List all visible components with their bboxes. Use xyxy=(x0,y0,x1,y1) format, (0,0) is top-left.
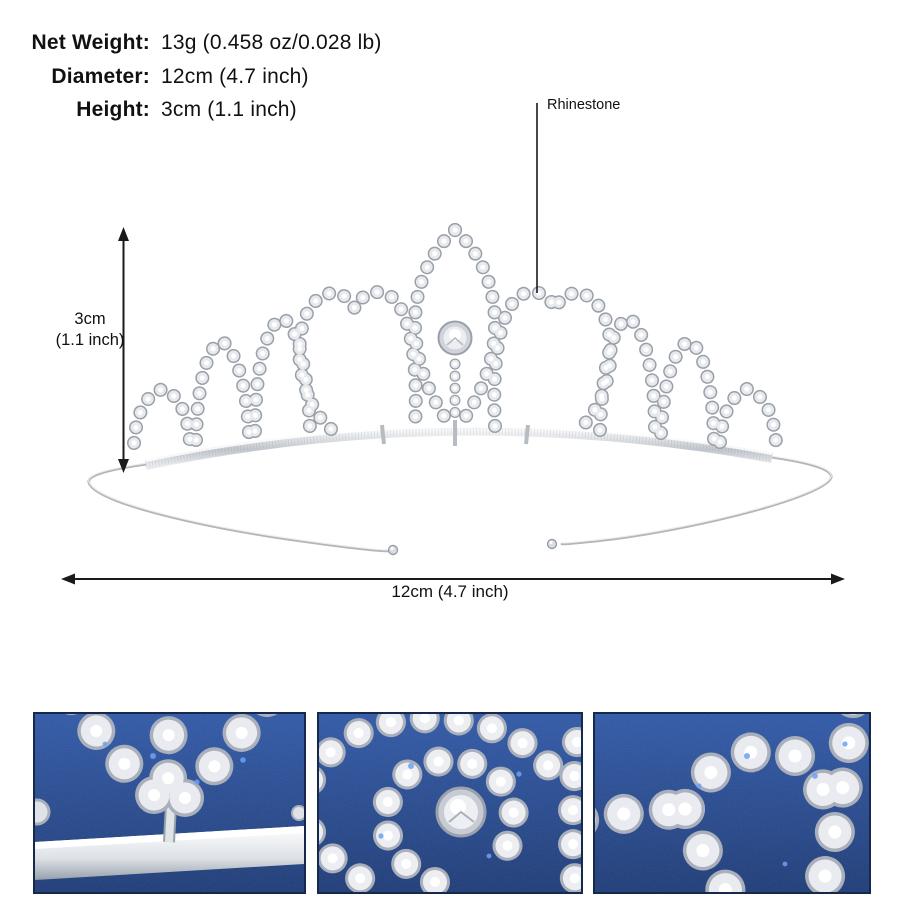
spec-value: 13g (0.458 oz/0.028 lb) xyxy=(161,31,382,54)
detail-photo-1-art xyxy=(35,714,304,892)
material-callout-label: Rhinestone xyxy=(547,97,621,113)
width-dimension-label: 12cm (4.7 inch) xyxy=(391,582,509,601)
height-value: 3cm xyxy=(74,310,106,328)
detail-photo-2-art xyxy=(319,714,581,892)
center-stone xyxy=(439,322,472,355)
spec-label: Diameter: xyxy=(51,64,150,88)
detail-photo-center-stone xyxy=(317,712,583,894)
spec-value: 12cm (4.7 inch) xyxy=(161,64,309,88)
headband-wire xyxy=(89,456,832,555)
spec-label: Height: xyxy=(76,98,150,121)
detail-photo-heart-strands xyxy=(593,712,871,894)
spec-label: Net Weight: xyxy=(31,31,150,54)
spec-value: 3cm (1.1 inch) xyxy=(161,98,297,121)
detail-photo-band-junction xyxy=(33,712,306,894)
detail-photo-3-art xyxy=(595,714,869,892)
wire-end-ball xyxy=(548,540,557,549)
wire-end-ball xyxy=(389,546,398,555)
tiara-base-band xyxy=(146,427,772,465)
rhinestone-strands xyxy=(134,230,776,443)
height-inch: (1.1 inch) xyxy=(55,331,125,349)
photo2-center-stone xyxy=(437,788,485,836)
height-dimension-label xyxy=(50,309,130,351)
